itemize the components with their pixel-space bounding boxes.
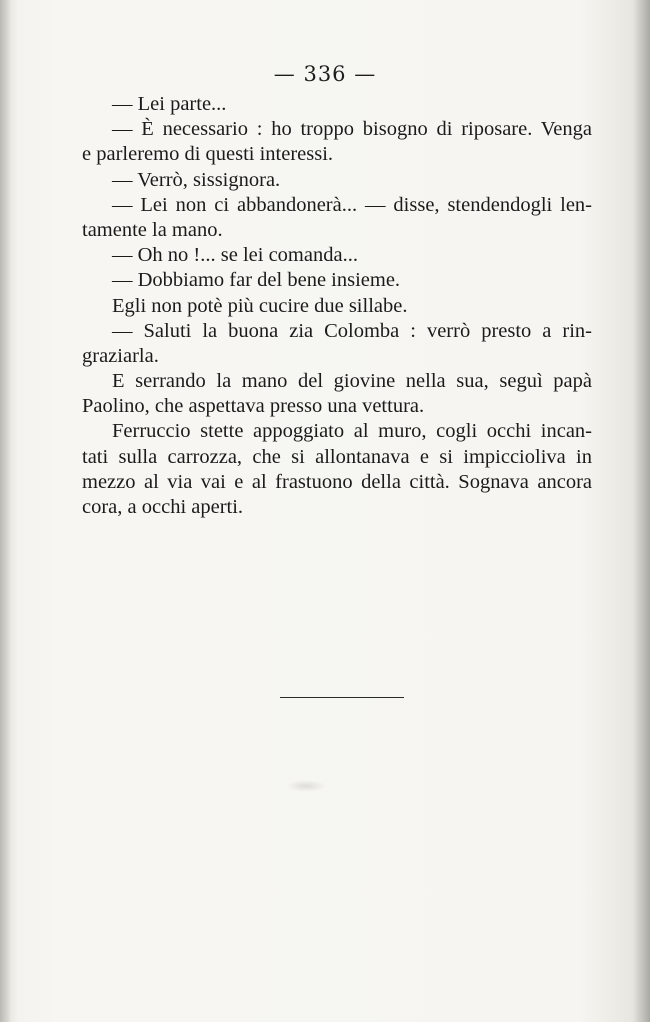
text-line: cora, a occhi aperti. [82,496,244,518]
text-line: Paolino, che aspettava presso una vettura. [82,395,425,418]
text-line: tati sulla carrozza, che si allontanava e si impiccioliva in [82,445,592,468]
page-left-edge [0,0,10,1022]
text-line: — Saluti la buona zia Colomba : verrò presto a rin- [112,319,592,342]
text-line: — Lei parte... [112,93,227,115]
text-line: E serrando la mano del giovine nella sua, seguì papà [112,370,592,393]
page-number: — 336 — [273,62,377,86]
end-rule [280,697,404,698]
text-line: — Oh no !... se lei comanda... [112,244,358,267]
text-line: e parleremo di questi interessi. [82,143,334,166]
text-line: mezzo al via vai e al frastuono della città. Sognava ancora [82,470,592,493]
text-line: — Dobbiamo far del bene insieme. [112,269,401,292]
paper-smudge [286,780,326,792]
text-line: — Verrò, sissignora. [112,168,281,191]
text-line: Egli non potè più cucire due sillabe. [112,294,408,317]
text-line: Ferruccio stette appoggiato al muro, cogli occhi incan- [112,420,592,443]
page-right-edge [634,0,650,1022]
text-line: — Lei non ci abbandonerà... — disse, stendendogli len- [112,193,592,216]
text-line: — È necessario : ho troppo bisogno di riposare. Venga [112,118,592,141]
text-line: tamente la mano. [82,218,223,241]
text-line: graziarla. [82,344,159,367]
body-text [82,92,592,520]
